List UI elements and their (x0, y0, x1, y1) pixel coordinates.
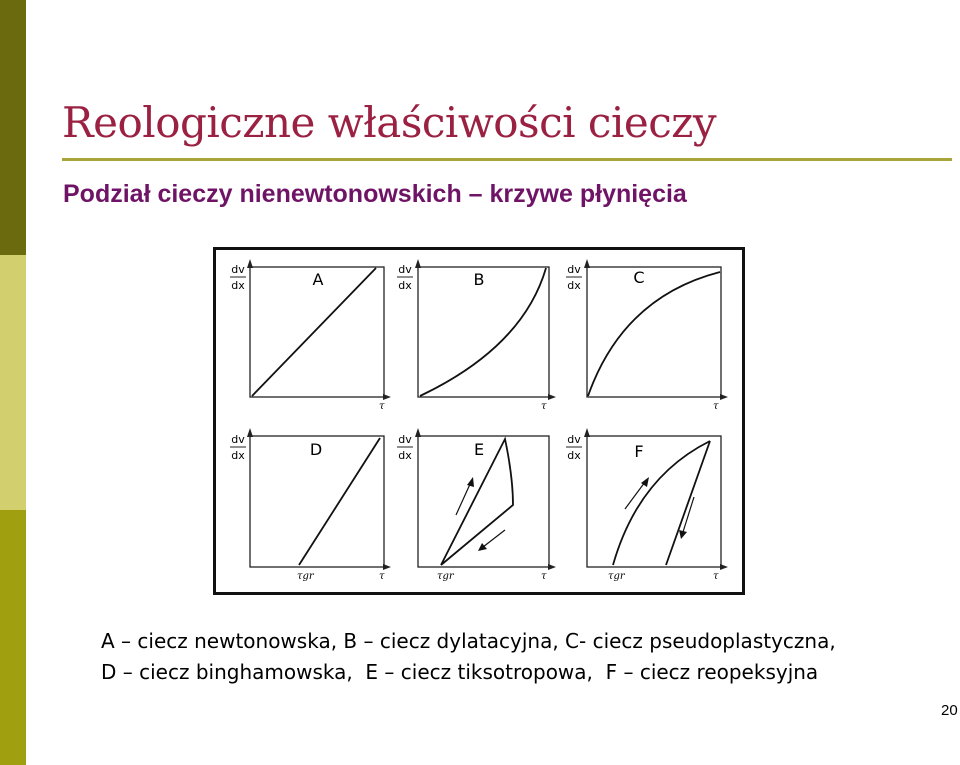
panel-b-y-label-bottom: dx (398, 279, 412, 292)
sidebar-decoration (0, 0, 26, 765)
flow-curves-figure (213, 247, 745, 595)
panel-c-y-label-top: dv (567, 263, 581, 276)
sidebar-segment-middle (0, 255, 26, 510)
page-number: 20 (941, 702, 958, 719)
panel-a-letter: A (312, 270, 324, 289)
panel-f-letter: F (634, 442, 644, 461)
caption-line-1: A – ciecz newtonowska, B – ciecz dylatacyjna, C- ciecz pseudoplastyczna, (101, 629, 836, 653)
panel-c-letter: C (633, 268, 645, 287)
flow-curves-svg (213, 247, 745, 595)
figure-frame (215, 249, 744, 594)
panel-f-yield-label: τgr (608, 571, 625, 582)
panel-a-y-label-top: dv (231, 263, 245, 276)
panel-b-x-label: τ (541, 401, 547, 412)
panel-d-y-label-bottom: dx (231, 449, 245, 462)
panel-d-x-label: τ (379, 571, 385, 582)
panel-d-yield-label: τgr (297, 571, 314, 582)
legend-caption (101, 626, 836, 688)
panel-b-y-label-top: dv (398, 263, 412, 276)
slide-title: Reologiczne właściwości cieczy (62, 98, 717, 147)
panel-c-x-label: τ (713, 401, 719, 412)
panel-a-y-label-bottom: dx (231, 279, 245, 292)
panel-e-y-label-top: dv (398, 433, 412, 446)
panel-d-y-label-top: dv (231, 433, 245, 446)
title-underline (62, 158, 952, 161)
panel-f-y-label-top: dv (567, 433, 581, 446)
panel-f-y-label-bottom: dx (567, 449, 581, 462)
panel-e-yield-label: τgr (437, 571, 454, 582)
slide-subtitle: Podział cieczy nienewtonowskich – krzywe płynięcia (63, 180, 687, 208)
panel-b-letter: B (473, 270, 485, 289)
sidebar-segment-top (0, 0, 26, 255)
panel-a-x-label: τ (379, 401, 385, 412)
panel-c-y-label-bottom: dx (567, 279, 581, 292)
panel-e-y-label-bottom: dx (398, 449, 412, 462)
caption-line-2: D – ciecz binghamowska, E – ciecz tiksotropowa, F – ciecz reopeksyjna (101, 660, 819, 684)
panel-f-x-label: τ (713, 571, 719, 582)
panel-e-x-label: τ (541, 571, 547, 582)
panel-e-letter: E (473, 440, 485, 459)
panel-d-letter: D (309, 440, 323, 459)
sidebar-segment-bottom (0, 510, 26, 765)
